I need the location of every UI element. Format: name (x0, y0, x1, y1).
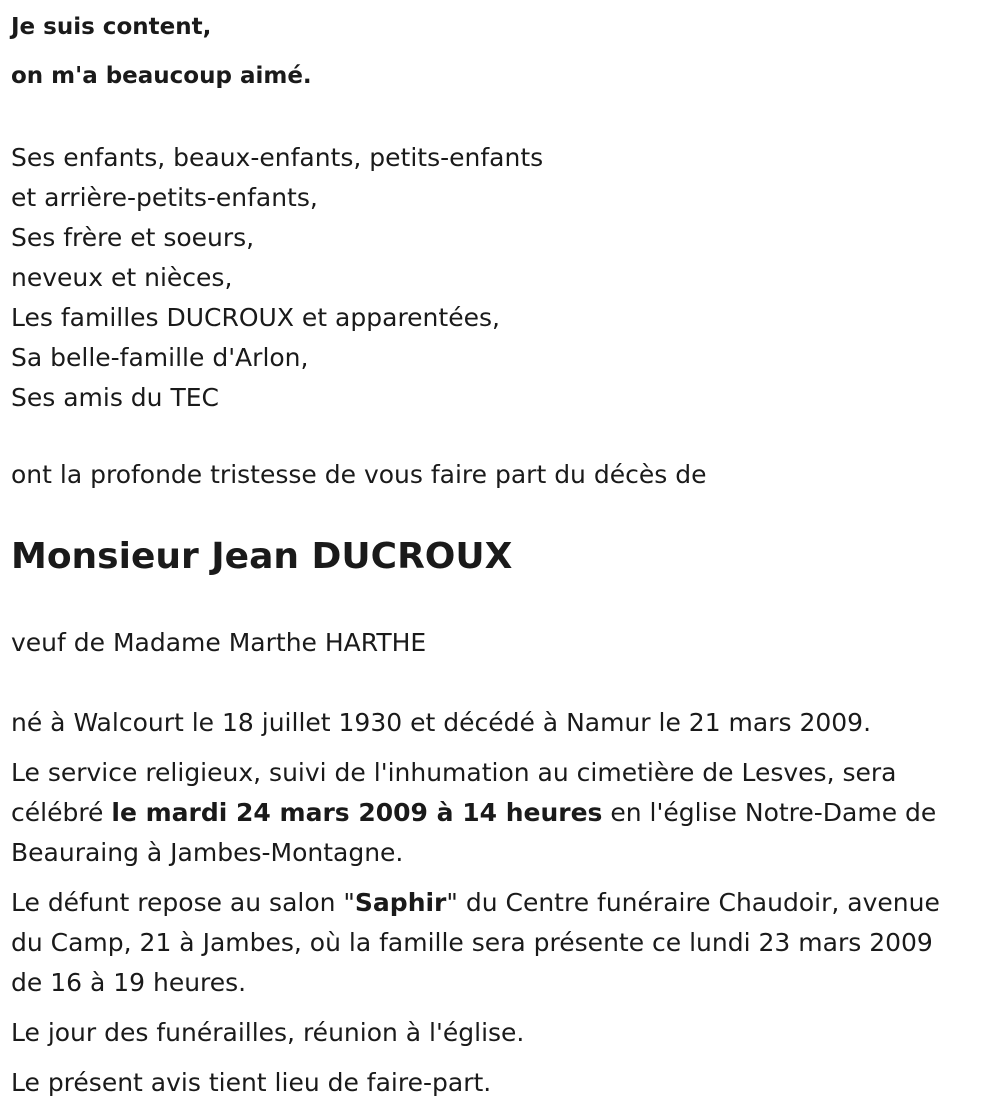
notice-paragraph (11, 1063, 991, 1103)
family-line: Ses amis du TEC (11, 383, 219, 412)
service-line-2-pre: célébré (11, 798, 112, 827)
viewing-paragraph (11, 883, 991, 1003)
service-date-time: le mardi 24 mars 2009 à 14 heures (111, 798, 603, 827)
family-list (11, 138, 543, 418)
family-line: Ses enfants, beaux-enfants, petits-enfants (11, 143, 544, 172)
family-line: Sa belle-famille d'Arlon, (11, 343, 309, 372)
epigraph-line-1: Je suis content, (11, 14, 212, 40)
viewing-line-1-pre: Le défunt repose au salon " (11, 888, 355, 917)
family-line: Les familles DUCROUX et apparentées, (11, 303, 500, 332)
family-line: neveux et nièces, (11, 263, 233, 292)
birth-death-text: né à Walcourt le 18 juillet 1930 et décédé à Namur le 21 mars 2009. (11, 708, 872, 737)
viewing-line-1-post: " du Centre funéraire Chaudoir, avenue (446, 888, 940, 917)
widow-of-text: veuf de Madame Marthe HARTHE (11, 628, 427, 657)
family-line: et arrière-petits-enfants, (11, 183, 318, 212)
service-line-1: Le service religieux, suivi de l'inhumation au cimetière de Lesves, sera (11, 758, 897, 787)
deceased-name: Monsieur Jean DUCROUX (11, 536, 513, 577)
service-line-2 (11, 793, 991, 833)
service-line-2-post: en l'église Notre-Dame de (602, 798, 937, 827)
viewing-line-2: du Camp, 21 à Jambes, où la famille sera présente ce lundi 23 mars 2009 (11, 928, 933, 957)
details-section (11, 703, 991, 1113)
viewing-line-1 (11, 883, 991, 923)
funeral-day-text: Le jour des funérailles, réunion à l'église. (11, 1018, 525, 1047)
epigraph-line-2: on m'a beaucoup aimé. (11, 63, 312, 89)
salon-name: Saphir (354, 888, 447, 917)
funeral-day-paragraph (11, 1013, 991, 1053)
family-line: Ses frère et soeurs, (11, 223, 255, 252)
announcement-text: ont la profonde tristesse de vous faire part du décès de (11, 460, 707, 489)
notice-text: Le présent avis tient lieu de faire-part. (11, 1068, 492, 1097)
birth-death-paragraph (11, 703, 991, 743)
viewing-line-3: de 16 à 19 heures. (11, 968, 247, 997)
service-line-3: Beauraing à Jambes-Montagne. (11, 838, 404, 867)
service-paragraph (11, 753, 991, 873)
